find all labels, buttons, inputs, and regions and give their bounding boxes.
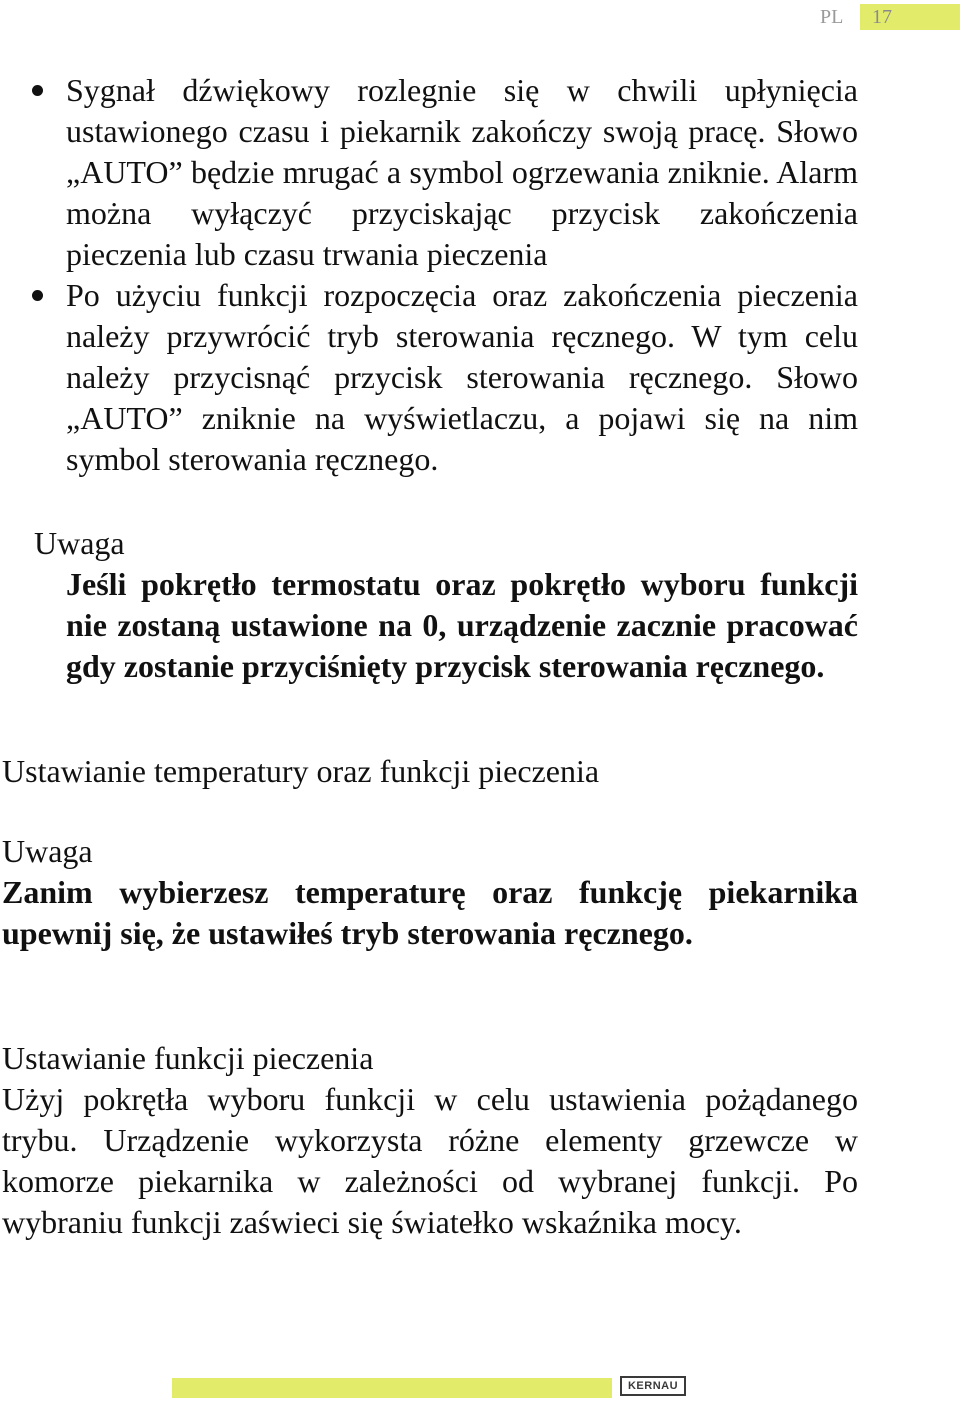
bullet-icon xyxy=(32,290,43,301)
bullet-text: Sygnał dźwiękowy rozlegnie się w chwili upłynięcia ustawionego czasu i piekarnik zakończy swoją pracę. Słowo „AUTO” będzie mrugać a symbol ogrzewania zniknie. Alarm można wyłączyć przyciskając przycisk zakończenia pieczenia lub czasu trwania pieczenia xyxy=(66,72,858,272)
bullet-list xyxy=(0,70,858,480)
list-item xyxy=(0,275,858,480)
section-heading: Ustawianie temperatury oraz funkcji pieczenia xyxy=(2,753,600,789)
page-number: 17 xyxy=(872,6,892,28)
bullet-text: Po użyciu funkcji rozpoczęcia oraz zakończenia pieczenia należy przywrócić tryb sterowania ręcznego. W tym celu należy przycisnąć przycisk sterowania ręcznego. Słowo „AUTO” zniknie na wyświetlaczu, a pojawi się na nim symbol sterowania ręcznego. xyxy=(66,277,858,477)
page-number-tab xyxy=(860,4,960,30)
language-label: PL xyxy=(820,6,844,28)
section-heading: Ustawianie funkcji pieczenia xyxy=(2,1040,374,1076)
note-text: Jeśli pokrętło termostatu oraz pokrętło wyboru funkcji nie zostaną ustawione na 0, urządzenie zacznie pracować gdy zostanie przyciśnięty przycisk sterowania ręcznego. xyxy=(66,566,858,684)
list-item xyxy=(0,70,858,275)
note-heading: Uwaga xyxy=(2,833,93,869)
footer-accent-bar xyxy=(172,1378,612,1398)
brand-logo: KERNAU xyxy=(620,1376,686,1396)
note-text: Zanim wybierzesz temperaturę oraz funkcję piekarnika upewnij się, że ustawiłeś tryb sterowania ręcznego. xyxy=(2,874,858,951)
bullet-icon xyxy=(32,85,43,96)
section-paragraph: Użyj pokrętła wyboru funkcji w celu ustawienia pożądanego trybu. Urządzenie wykorzysta różne elementy grzewcze w komorze piekarnika w zależności od wybranej funkcji. Po wybraniu funkcji zaświeci się światełko wskaźnika mocy. xyxy=(2,1081,858,1240)
note-heading: Uwaga xyxy=(34,525,125,561)
